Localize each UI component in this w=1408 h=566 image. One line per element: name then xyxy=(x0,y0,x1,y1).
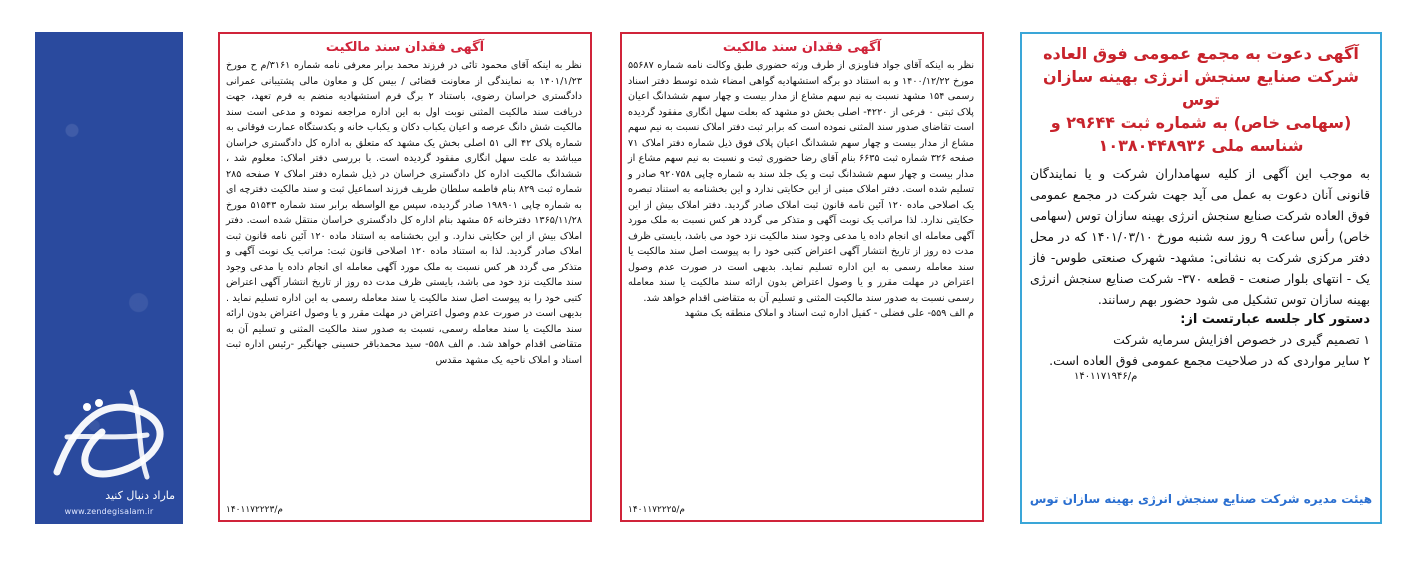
notice-body: نظر به اینکه آقای محمود تائی در فرزند محمد برابر معرفی نامه شماره ۳۱۶۱/م ح مورخ ۱۴۰۱/۱/۲۳ به نمایندگی از معاونت قضائی / بیس کل و معاون مالی پشتیبانی عمرانی دادگستری خراسان رضوی، باستناد ۲ برگ فرم استشهادیه منضم به فرم تعهد، جهت دریافت سند مالکیت المثنی نوبت اول به این اداره مراجعه نموده و مدعی است سند مالکیت شش دانگ عرصه و اعیان یکباب دکان و یکباب خانه و یکدستگاه عمارت فوقانی به شماره پلاک ۴۲ الی ۵۱ اصلی بخش یک مشهد که متعلق به اداره کل دادگستری خراسان میباشد به علت سهل انگاری مفقود گردیده است. با بررسی دفتر املاک: معلوم شد ، ششدانگ مالکیت اداره کل دادگستری خراسان در ذیل شماره دفتر املاک ۷ صفحه ۲۸۵ شماره ثبت ۸۲۹ بنام فاطمه سلطان طریف فرزند اسماعیل ثبت و سند مالکیت دفترچه ای به شماره چاپی ۱۹۸۹۰۱ صادر گردیده، سپس مع الواسطه برابر سند شماره ۵۱۵۴۳ مورخ ۱۳۶۵/۱۱/۲۸ دفترخانه ۵۶ مشهد بنام اداره کل دادگستری خراسان منتقل شده است. دفتر املاک بیش از این حکایتی ندارد. و این بخشنامه به استناد ماده ۱۲۰ آئین نامه قانون ثبت املاک صادر گردید. لذا به استناد ماده ۱۲۰ اصلاحی قانون ثبت: مراتب یک نوبت آگهی و متذکر می گردد هر کس نسبت به ملک مورد آگهی معامله ای انجام داده یا مدعی وجود سند مالکیت نزد خود می باشد، بایستی ظرف مدت ده روز از تاریخ انتشار آگهی اعتراض کتبی خود را به پیوست اصل سند مالکیت یا سند معامله رسمی به این اداره تسلیم نماید . بدیهی است در صورت عدم وصول اعتراض در مهلت مقرر و یا وصول اعتراض بدون ارائه سند مالکیت یا سند معامله رسمی، نسبت به صدور سند مالکیت المثنی و تسلیم آن به متقاضی اقدام خواهد شد. م الف ۵۵۸- سید محمدباقر حسینی جهانگیر -رئیس اداره ثبت اسناد و املاک ناحیه یک مشهد مقدس xyxy=(226,60,583,366)
agenda-title: دستور کار جلسه عبارتست از: xyxy=(1180,312,1370,327)
notice-body: نظر به اینکه آقای جواد فناوبزی از طرف ورثه حضوری طبق وکالت نامه شماره ۵۵۶۸۷ مورخ ۱۴۰۰/۱۲/۲۲ و به استناد دو برگه استشهادیه گواهی امضاء شده توسط دفتر اسناد رسمی ۱۵۴ مشهد نسبت به نیم سهم مشاع از مدار بیست و چهار سهم ششدانگ اعیان پلاک ثبتی ۰ فرعی از ۴۲۲۰- اصلی بخش دو مشهد که بعلت سهل انگاری مفقود گردیده است تقاضای صدور سند المثنی نموده است که برابر ثبت دفتر املاک نسبت به نیم سهم مشاع از مدار بیست و چهار سهم ششدانگ اعیان پلاک فوق ذیل شماره دفتر املاک ۷۱ صفحه ۳۲۶ شماره ثبت ۶۶۳۵ بنام آقای رضا حضوری ثبت و نسبت به نیم سهم مشاع از مدار بیست و چهار سهم ششدانگ ثبت و یک جلد سند به شماره چاپی ۹۲۰۷۵۸ صادر و تسلیم شده است. دفتر املاک مبنی از این حکایتی ندارد و این بخشنامه به استناد تبصره یک اصلاحی ماده ۱۲۰ آئین نامه قانون ثبت املاک صادر گردید. دفتر املاک بیش از این حکایتی ندارد. لذا مراتب یک نوبت آگهی و متذکر می گردد هر کس نسبت به ملک مورد آگهی معامله ای انجام داده یا مدعی وجود سند مالکیت نزد خود می باشد، بایستی ظرف مدت ده روز از تاریخ انتشار آگهی اعتراض کتبی خود را به پیوست اصل سند مالکیت یا سند معامله رسمی به این اداره تسلیم نماید. بدیهی است در صورت عدم وصول اعتراض در مهلت مقرر و یا وصول اعتراض بدون ارائه سند مالکیت یا سند معامله رسمی نسبت به صدور سند مالکیت المثنی و تسلیم آن به متقاضی اقدام خواهد شد. xyxy=(628,60,975,304)
notice-title: آگهی فقدان سند مالکیت xyxy=(722,40,882,55)
notice-title: آگهی فقدان سند مالکیت xyxy=(325,40,485,55)
advertisement-strip xyxy=(35,32,183,524)
agenda-item: ۱ تصمیم گیری در خصوص افزایش سرمایه شرکت xyxy=(1113,332,1370,347)
notice-signer: م الف ۵۵۹- علی فضلی - کفیل اداره ثبت اسناد و املاک منطقه یک مشهد xyxy=(684,308,974,319)
assembly-heading-line: شرکت صنایع سنجش انرژی بهینه سازان توس xyxy=(1043,67,1359,109)
ad-slogan: ماراد دنبال کنید xyxy=(105,489,175,502)
general-assembly-notice xyxy=(1020,32,1382,524)
lost-deed-notice-1 xyxy=(218,32,592,522)
notice-reference-number: ۱۴۰۱۱۷۲۲۲۳/م xyxy=(226,505,283,515)
zendegisalam-logo xyxy=(47,377,171,497)
notice-reference-number: ۱۴۰۱۱۷۲۲۲۵/م xyxy=(628,505,685,515)
agenda-item: ۲ سایر مواردی که در صلاحیت مجمع عمومی فوق العاده است. xyxy=(1049,353,1370,368)
board-signature: هیئت مدیره شرکت صنایع سنجش انرژی بهینه سازان توس xyxy=(1029,492,1373,506)
lost-deed-notice-2 xyxy=(620,32,984,522)
assembly-heading-line: آگهی دعوت به مجمع عمومی فوق العاده xyxy=(1043,44,1359,63)
assembly-heading xyxy=(1028,42,1374,157)
ad-website-link[interactable]: www.zendegisalam.ir xyxy=(64,507,154,516)
agenda-list xyxy=(1022,329,1380,371)
assembly-heading-line: شناسه ملی ۱۰۳۸۰۴۴۸۹۳۶ xyxy=(1098,136,1304,155)
assembly-reference-number: ۱۴۰۱۱۷۱۹۴۶/م xyxy=(1074,371,1138,382)
assembly-heading-line: (سهامی خاص) به شماره ثبت ۲۹۶۴۴ و xyxy=(1050,113,1352,132)
assembly-body: به موجب این آگهی از کلیه سهامداران شرکت و یا نمایندگان قانونی آنان دعوت به عمل می آید جهت شرکت در مجمع عمومی فوق العاده شرکت صنایع سنجش انرژی بهینه سازان توس (سهامی خاص) رأس ساعت ۹ روز سه شنبه مورخ ۱۴۰۱/۰۳/۱۰ که در محل دفتر مرکزی شرکت به نشانی: مشهد- شهرک صنعتی طوس- فاز یک - انتهای بلوار صنعت - قطعه ۳۷۰- شرکت صنایع سنجش انرژی بهینه سازان توس تشکیل می شود حضور بهم رسانند. xyxy=(1030,166,1370,307)
